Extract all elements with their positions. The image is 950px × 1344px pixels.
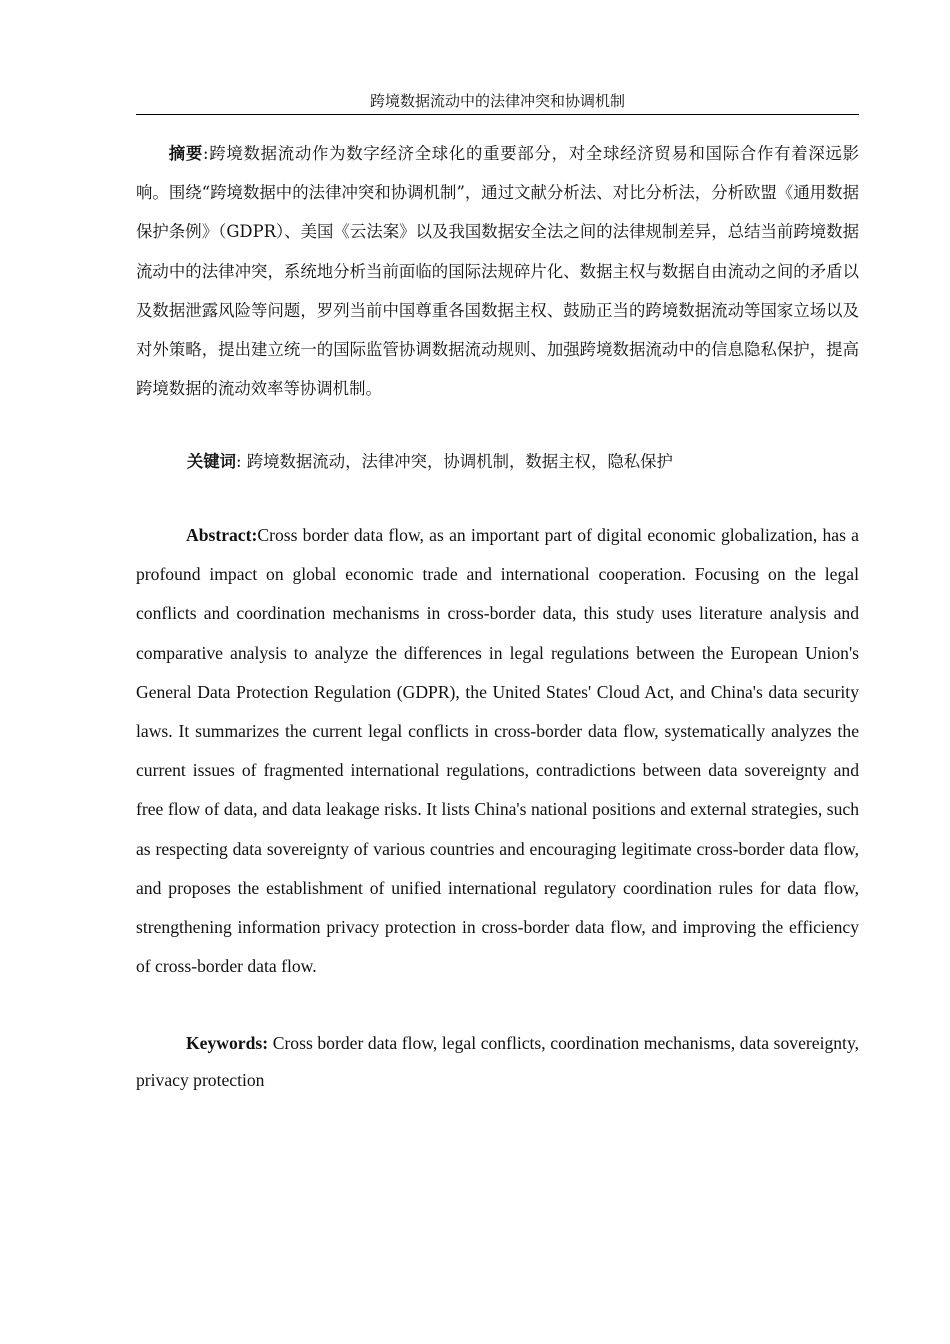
chinese-keywords (136, 447, 859, 477)
chinese-abstract-separator: : (203, 144, 209, 163)
running-header (136, 90, 859, 115)
english-keywords-label: Keywords: (186, 1033, 269, 1053)
chinese-keywords-separator: : (236, 452, 242, 471)
chinese-abstract-label: 摘要 (168, 144, 204, 163)
chinese-keywords-label: 关键词 (186, 452, 236, 471)
english-keywords (136, 1025, 859, 1099)
english-abstract-text: Cross border data flow, as an important part of digital economic globalization, has a profound impact on global economic trade and international cooperation. Focusing on the legal conflicts and coordination mechanisms in cross-border data, this study uses literature analysis and comparative analysis to analyze the differences in legal regulations between the European Union's General Data Protection Regulation (GDPR), the United States' Cloud Act, and China's data security laws. It summarizes the current legal conflicts in cross-border data flow, systematically analyzes the current issues of fragmented international regulations, contradictions between data sovereignty and free flow of data, and data leakage risks. It lists China's national positions and external strategies, such as respecting data sovereignty of various countries and encouraging legitimate cross-border data flow, and proposes the establishment of unified international regulatory coordination rules for data flow, strengthening information privacy protection in cross-border data flow, and improving the efficiency of cross-border data flow. (136, 525, 859, 977)
chinese-abstract (136, 134, 859, 408)
chinese-keywords-text: 跨境数据流动，法律冲突，协调机制，数据主权，隐私保护 (246, 452, 673, 471)
english-abstract (136, 516, 859, 986)
english-keywords-text: Cross border data flow, legal conflicts, coordination mechanisms, data sovereignty, privacy protection (136, 1033, 859, 1090)
chinese-abstract-text: 跨境数据流动作为数字经济全球化的重要部分，对全球经济贸易和国际合作有着深远影响。围绕“跨境数据中的法律冲突和协调机制”，通过文献分析法、对比分析法，分析欧盟《通用数据保护条例》（GDPR）、美国《云法案》以及我国数据安全法之间的法律规制差异，总结当前跨境数据流动中的法律冲突，系统地分析当前面临的国际法规碎片化、数据主权与数据自由流动之间的矛盾以及数据泄露风险等问题，罗列当前中国尊重各国数据主权、鼓励正当的跨境数据流动等国家立场以及对外策略，提出建立统一的国际监管协调数据流动规则、加强跨境数据流动中的信息隐私保护，提高跨境数据的流动效率等协调机制。 (136, 144, 859, 399)
running-header-title: 跨境数据流动中的法律冲突和协调机制 (369, 92, 625, 110)
english-abstract-label: Abstract: (186, 525, 258, 545)
